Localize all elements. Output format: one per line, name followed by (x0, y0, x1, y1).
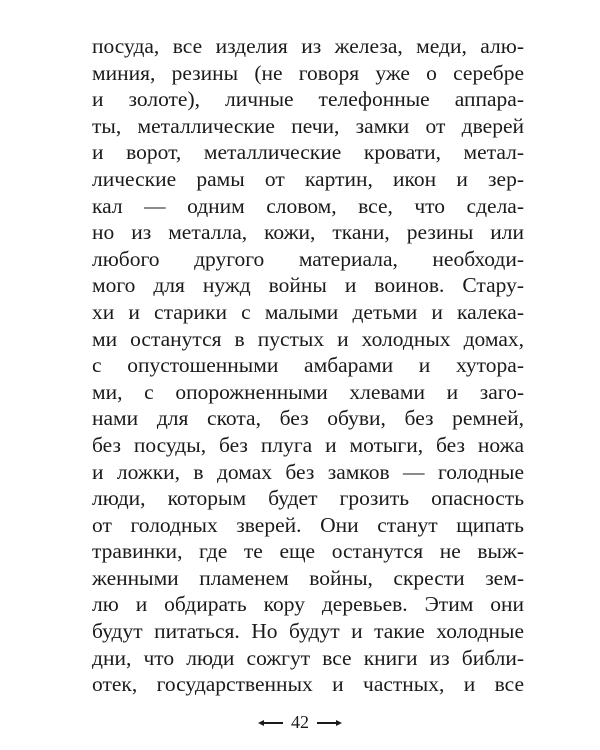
text-line: кал — одним словом, все, что сдела- (92, 193, 524, 218)
text-line: с опустошенными амбарами и хутора- (92, 353, 524, 378)
text-line: и ворот, металлические кровати, метал- (92, 140, 524, 165)
page-number: 42 (291, 712, 309, 732)
text-line: любого другого материала, необходи- (92, 246, 524, 271)
text-line: ты, металлические печи, замки от дверей (92, 113, 524, 138)
left-ornament-dash-icon (261, 722, 283, 724)
text-line: отек, государственных и частных, и все (92, 672, 524, 697)
text-line: дни, что люди сожгут все книги из библи- (92, 645, 524, 670)
text-line: хи и старики с малыми детьми и калека- (92, 299, 524, 324)
text-line: лю и обдирать кору деревьев. Этим они (92, 592, 524, 617)
right-ornament-dash-icon (317, 722, 339, 724)
text-line: мого для нужд войны и воинов. Стару- (92, 273, 524, 298)
body-text (92, 33, 524, 698)
text-line: миния, резины (не говоря уже о серебре (92, 60, 524, 85)
book-page (92, 33, 524, 713)
text-line: будут питаться. Но будут и такие холодные (92, 619, 524, 644)
text-line: но из металла, кожи, ткани, резины или (92, 220, 524, 245)
text-line: нами для скота, без обуви, без ремней, (92, 406, 524, 431)
text-line: лические рамы от картин, икон и зер- (92, 166, 524, 191)
text-line: женными пламенем войны, скрести зем- (92, 565, 524, 590)
page-number-footer (0, 712, 600, 733)
text-line: и ложки, в домах без замков — голодные (92, 459, 524, 484)
text-line: и золоте), личные телефонные аппара- (92, 87, 524, 112)
text-line: посуда, все изделия из железа, меди, алю- (92, 34, 524, 58)
text-line: ми, с опорожненными хлевами и заго- (92, 379, 524, 404)
text-line: ми останутся в пустых и холодных домах, (92, 326, 524, 351)
text-line: люди, которым будет грозить опасность (92, 486, 524, 511)
text-line: травинки, где те еще останутся не выж- (92, 539, 524, 564)
text-line: от голодных зверей. Они станут щипать (92, 512, 524, 537)
text-line: без посуды, без плуга и мотыги, без ножа (92, 432, 524, 457)
